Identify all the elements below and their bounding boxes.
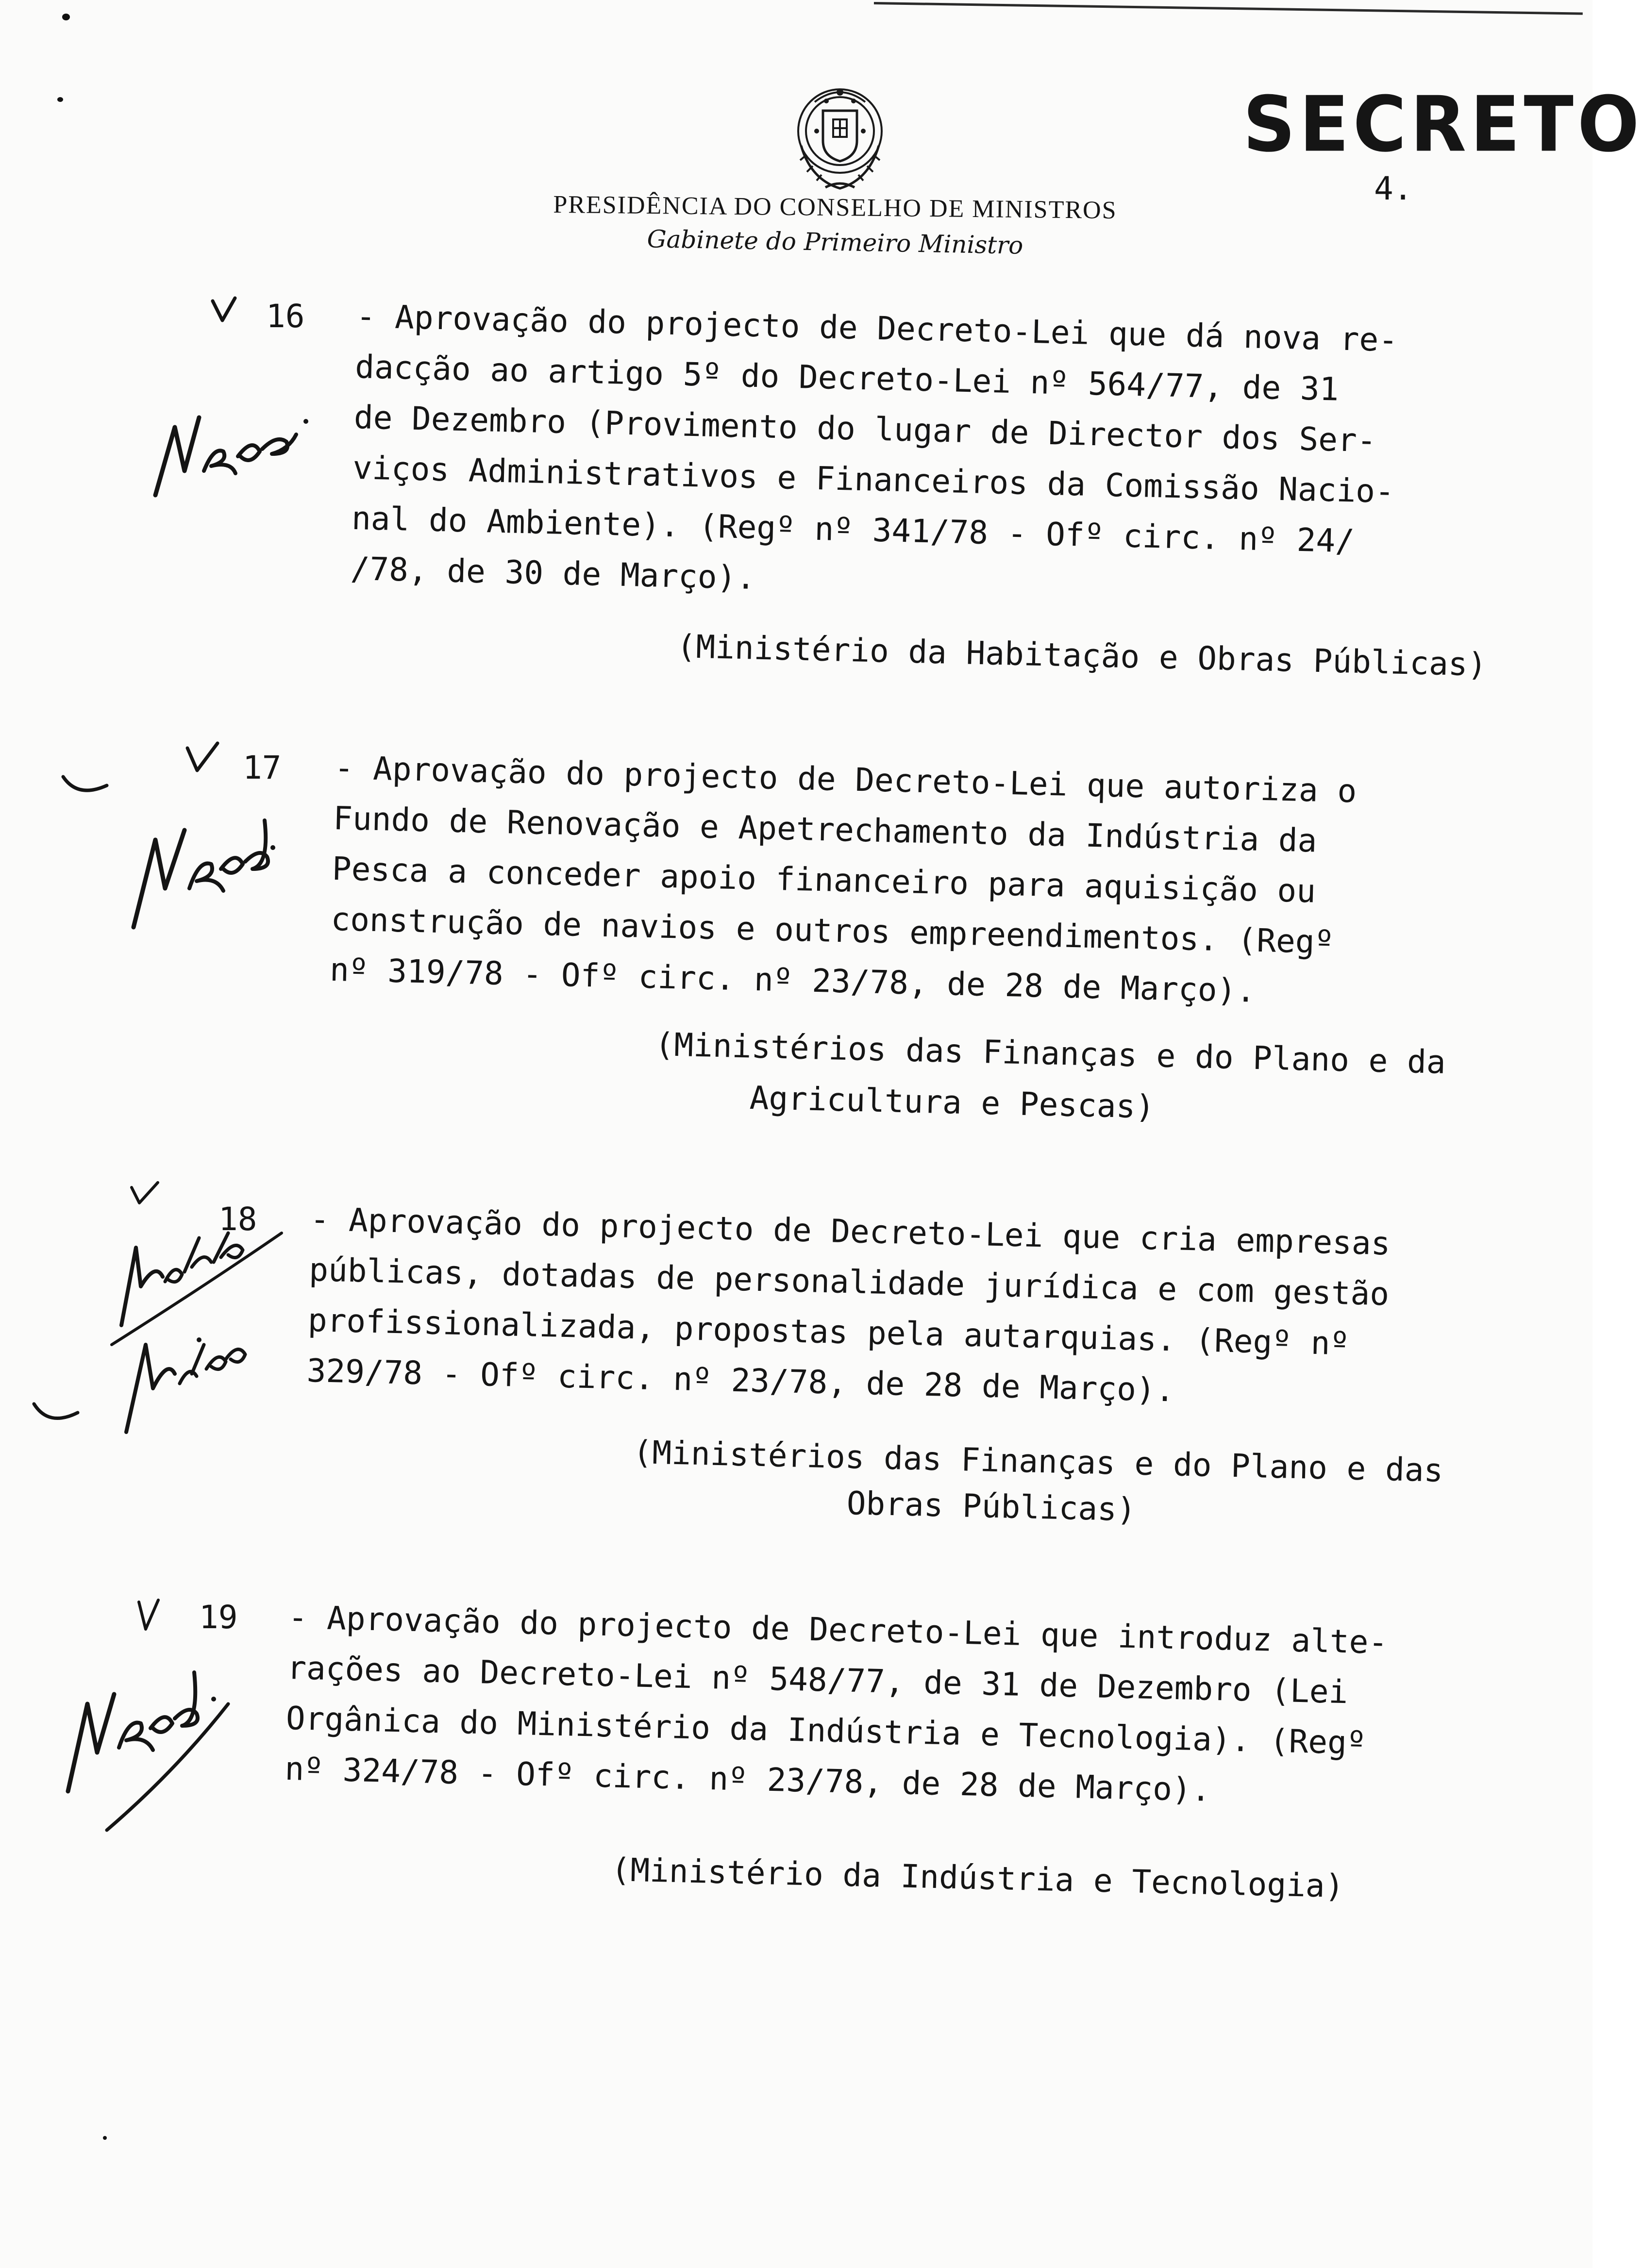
- item-text-line: nº 324/78 - Ofº circ. nº 23/78, de 28 de Março).: [284, 1750, 1211, 1809]
- item-text-line: - Aprovação do projecto de Decreto-Lei que dá nova re-: [355, 297, 1398, 359]
- item-text-line: /78, de 30 de Março).: [350, 550, 756, 597]
- item-text-line: Orgânica do Ministério da Indústria e Tecnologia). (Regº: [285, 1699, 1367, 1762]
- margin-curve-mark: [29, 1398, 83, 1432]
- item-text-line: rações ao Decreto-Lei nº 548/77, de 31 de Dezembro (Lei: [286, 1649, 1349, 1711]
- page-number: 4.: [1374, 170, 1413, 207]
- item-text-line: dacção ao artigo 5º do Decreto-Lei nº 564/77, de 31: [354, 348, 1340, 408]
- handwritten-annotation: [107, 1228, 291, 1447]
- checkmark-icon: [129, 1180, 163, 1209]
- item-text: [329, 743, 1500, 1010]
- item-text-line: 329/78 - Ofº circ. nº 23/78, de 28 de Março).: [306, 1351, 1175, 1409]
- scan-speck: [62, 14, 70, 20]
- item-number: 16: [266, 298, 305, 335]
- item-text-line: de Dezembro (Provimento do lugar de Director dos Ser-: [353, 398, 1377, 460]
- institution-title: PRESIDÊNCIA DO CONSELHO DE MINISTROS: [553, 190, 1117, 225]
- ministry-line: Agricultura e Pescas): [749, 1079, 1155, 1126]
- scan-speck: [103, 2136, 107, 2140]
- margin-curve-mark: [58, 772, 112, 801]
- handwritten-annotation: [121, 801, 282, 937]
- coat-of-arms-emblem: [772, 73, 908, 194]
- item-number: 17: [243, 749, 282, 786]
- ministry-line: (Ministério da Indústria e Tecnologia): [610, 1851, 1345, 1905]
- item-text-line: viços Administrativos e Financeiros da Comissão Nacio-: [352, 449, 1395, 511]
- item-text: [284, 1592, 1478, 1809]
- ministry-line: (Ministérios das Finanças e do Plano e da: [654, 1025, 1446, 1081]
- ministry-line: Obras Públicas): [846, 1484, 1137, 1529]
- checkmark-icon: [184, 740, 222, 777]
- item-text-line: Fundo de Renovação e Apetrechamento da Indústria da: [333, 799, 1318, 860]
- item-text-line: nº 319/78 - Ofº circ. nº 23/78, de 28 de Março).: [329, 951, 1256, 1010]
- item-text-line: nal do Ambiente). (Regº nº 341/78 - Ofº circ. nº 24/: [351, 499, 1355, 560]
- item-text-line: Pesca a conceder apoio financeiro para aquisição ou: [332, 850, 1316, 910]
- item-text-line: construção de navios e outros empreendimentos. (Regº: [330, 900, 1335, 961]
- classification-stamp: SECRETO: [1243, 80, 1643, 169]
- item-text: [306, 1194, 1500, 1409]
- top-edge-rule: [874, 2, 1583, 15]
- scan-speck: [57, 97, 63, 102]
- item-text-line: - Aprovação do projecto de Decreto-Lei que cria empresas: [309, 1200, 1391, 1263]
- ministry-line: (Ministério da Habitação e Obras Públicas): [676, 627, 1488, 684]
- item-text-line: - Aprovação do projecto de Decreto-Lei que introduz alte-: [287, 1598, 1389, 1662]
- item-text-line: profissionalizada, propostas pela autarquias. (Regº nº: [307, 1301, 1350, 1363]
- item-number: 19: [199, 1599, 238, 1636]
- item-text-line: - Aprovação do projecto de Decreto-Lei que autoriza o: [334, 749, 1358, 810]
- checkmark-icon: [210, 295, 239, 329]
- handwritten-annotation: [146, 398, 320, 510]
- item-text-line: públicas, dotadas de personalidade jurídica e com gestão: [308, 1251, 1390, 1313]
- checkmark-icon: [136, 1597, 165, 1636]
- ministry-line: (Ministérios das Finanças e do Plano e das: [632, 1433, 1444, 1489]
- handwritten-annotation: [58, 1651, 238, 1835]
- item-text: [350, 291, 1522, 597]
- item-number: 18: [218, 1201, 257, 1238]
- office-subtitle: Gabinete do Primeiro Ministro: [647, 225, 1023, 260]
